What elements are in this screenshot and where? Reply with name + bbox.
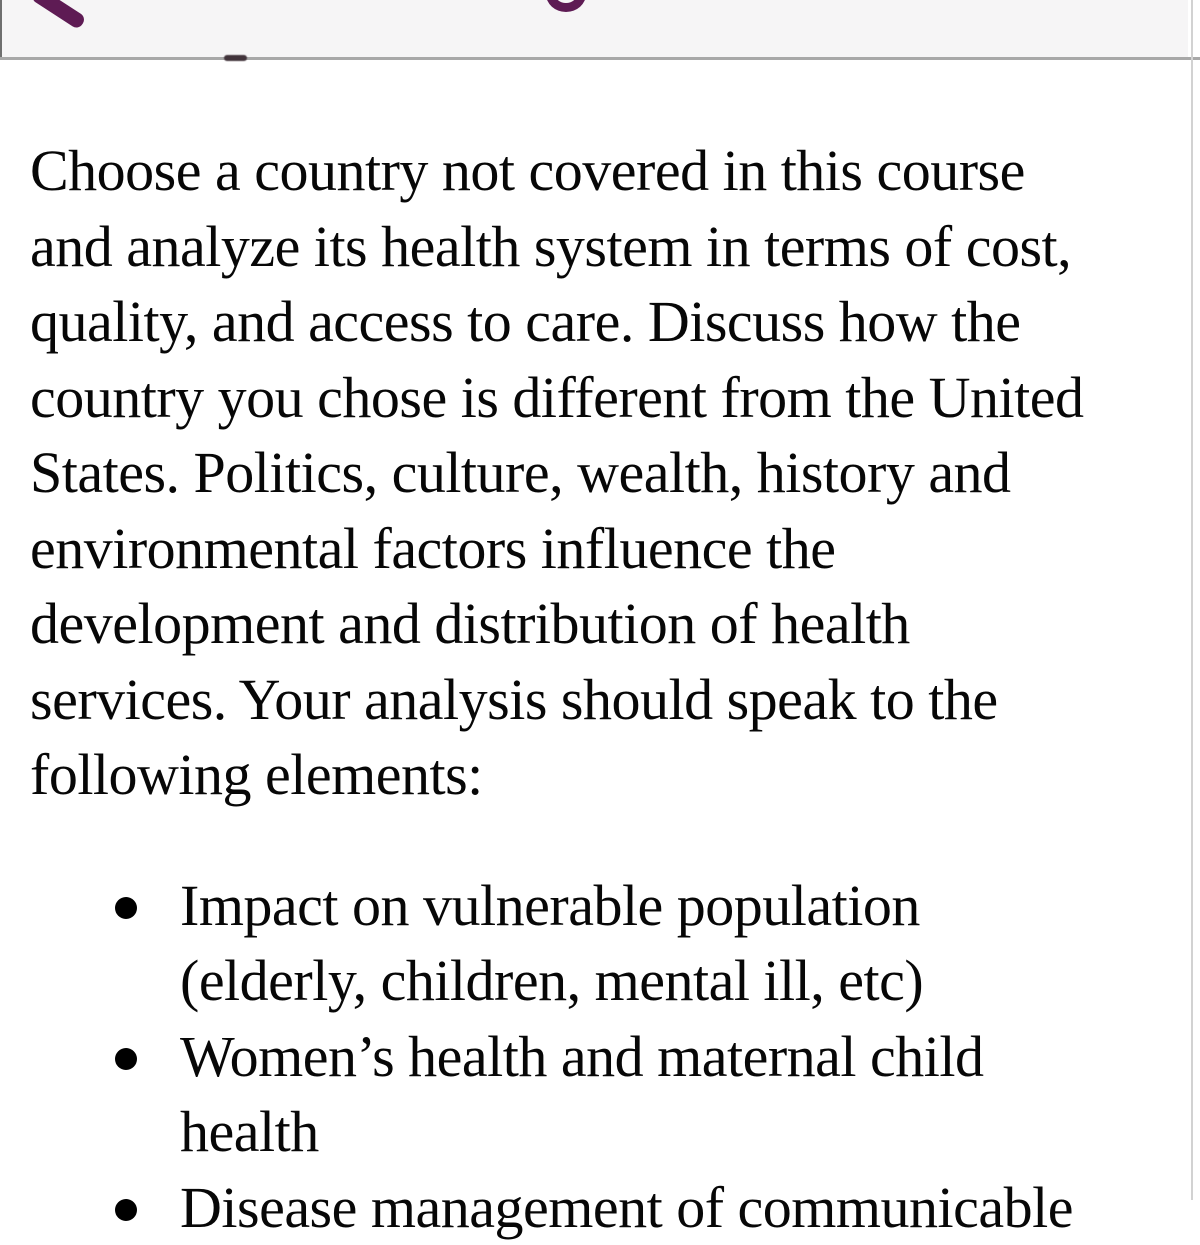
paragraph-line: environmental factors influence the (30, 511, 1191, 587)
bullet-marker (0, 1019, 180, 1070)
heading-letter-stroke-fragment (30, 0, 87, 30)
right-page-edge (1191, 0, 1193, 1200)
bullet-line: (elderly, children, mental ill, etc) (180, 943, 1191, 1019)
paragraph-line: development and distribution of health (30, 586, 1191, 662)
list-item (0, 1019, 1191, 1170)
bullet-dot-icon (115, 1199, 137, 1221)
bullet-marker (0, 1170, 180, 1221)
bullet-line: health (180, 1094, 1191, 1170)
paragraph-line: Choose a country not covered in this course (30, 133, 1191, 209)
bullet-line: Women’s health and maternal child (180, 1019, 1191, 1095)
paragraph-line: States. Politics, culture, wealth, history and (30, 435, 1191, 511)
paragraph-line: quality, and access to care. Discuss how the (30, 284, 1191, 360)
bullet-dot-icon (115, 897, 137, 919)
bullet-list (0, 868, 1191, 1245)
list-item (0, 868, 1191, 1019)
left-page-edge (0, 0, 2, 57)
paragraph-line: country you chose is different from the United (30, 360, 1191, 436)
bullet-line: Impact on vulnerable population (180, 868, 1191, 944)
bullet-dot-icon (115, 1048, 137, 1070)
paragraph-line: services. Your analysis should speak to the (30, 662, 1191, 738)
header-band (0, 0, 1188, 57)
assignment-paragraph (0, 60, 1191, 813)
bullet-marker (0, 868, 180, 919)
paragraph-line: and analyze its health system in terms of cost, (30, 209, 1191, 285)
document-content (0, 60, 1191, 1245)
bullet-line: Disease management of communicable (180, 1170, 1191, 1245)
heading-letter-bowl-fragment (546, 0, 586, 12)
paragraph-line: following elements: (30, 737, 1191, 813)
list-item-cut-off (0, 1170, 1191, 1245)
